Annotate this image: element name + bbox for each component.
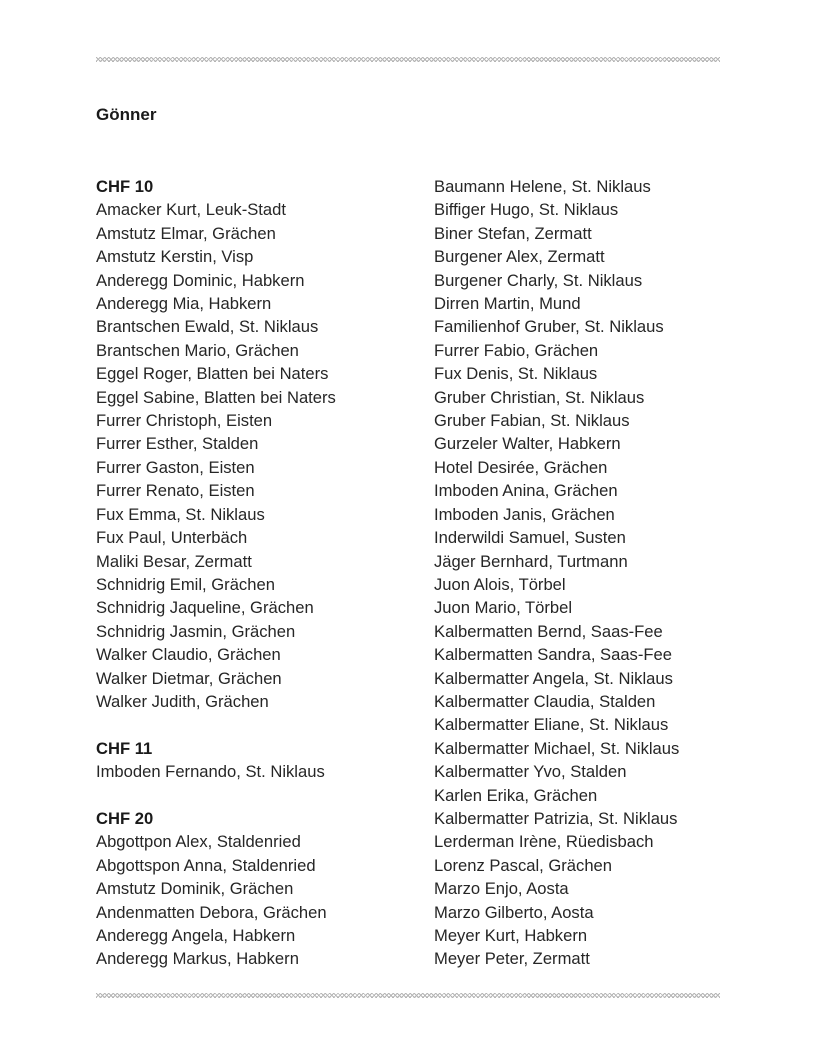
page-title: Gönner	[96, 105, 157, 124]
donor-list-chf20	[96, 830, 416, 970]
donor-entry: Andenmatten Debora, Grächen	[96, 902, 327, 922]
donor-entry: Furrer Renato, Eisten	[96, 481, 255, 501]
group-spacer	[96, 784, 416, 807]
donor-entry: Dirren Martin, Mund	[434, 294, 581, 314]
donor-entry: Imboden Fernando, St. Niklaus	[96, 762, 325, 782]
donor-entry: Lorenz Pascal, Grächen	[434, 855, 613, 875]
donor-entry: Schnidrig Jaqueline, Grächen	[96, 598, 314, 618]
right-column	[434, 175, 724, 971]
donor-entry: Fux Paul, Unterbäch	[96, 528, 248, 548]
donor-entry: Karlen Erika, Grächen	[434, 785, 598, 805]
donor-entry: Brantschen Ewald, St. Niklaus	[96, 317, 319, 337]
donor-entry: Walker Dietmar, Grächen	[96, 668, 282, 688]
donor-entry: Schnidrig Jasmin, Grächen	[96, 621, 296, 641]
donor-entry: Biner Stefan, Zermatt	[434, 223, 592, 243]
donor-entry: Abgottspon Anna, Staldenried	[96, 855, 316, 875]
donor-entry: Lerderman Irène, Rüedisbach	[434, 832, 654, 852]
donor-entry: Imboden Janis, Grächen	[434, 504, 615, 524]
donor-entry: Hotel Desirée, Grächen	[434, 457, 608, 477]
donor-entry: Juon Alois, Törbel	[434, 574, 566, 594]
donor-entry: Amstutz Dominik, Grächen	[96, 879, 294, 899]
donor-entry: Baumann Helene, St. Niklaus	[434, 177, 651, 196]
donor-list-chf20-continued	[434, 175, 724, 971]
group-heading-chf20: CHF 20	[96, 808, 154, 828]
donor-entry: Brantschen Mario, Grächen	[96, 340, 299, 360]
donor-entry: Marzo Enjo, Aosta	[434, 879, 569, 899]
donor-entry: Furrer Gaston, Eisten	[96, 457, 255, 477]
donor-entry: Burgener Charly, St. Niklaus	[434, 270, 643, 290]
donor-entry: Gurzeler Walter, Habkern	[434, 434, 621, 454]
donor-entry: Amstutz Kerstin, Visp	[96, 247, 254, 267]
donor-entry: Kalbermatten Sandra, Saas-Fee	[434, 645, 672, 665]
donor-entry: Fux Emma, St. Niklaus	[96, 504, 265, 524]
donor-entry: Kalbermatter Claudia, Stalden	[434, 691, 656, 711]
donor-entry: Anderegg Markus, Habkern	[96, 949, 299, 969]
donor-entry: Walker Claudio, Grächen	[96, 645, 281, 665]
donor-entry: Anderegg Dominic, Habkern	[96, 270, 305, 290]
donor-entry: Kalbermatter Eliane, St. Niklaus	[434, 715, 669, 735]
group-spacer	[96, 713, 416, 736]
donor-entry: Kalbermatten Bernd, Saas-Fee	[434, 621, 663, 641]
donor-entry: Maliki Besar, Zermatt	[96, 551, 252, 571]
donor-entry: Kalbermatter Patrizia, St. Niklaus	[434, 808, 678, 828]
donor-entry: Furrer Fabio, Grächen	[434, 340, 599, 360]
donor-entry: Imboden Anina, Grächen	[434, 481, 618, 501]
donor-entry: Kalbermatter Yvo, Stalden	[434, 762, 627, 782]
donor-entry: Marzo Gilberto, Aosta	[434, 902, 594, 922]
donor-entry: Burgener Alex, Zermatt	[434, 247, 605, 267]
donor-entry: Eggel Sabine, Blatten bei Naters	[96, 387, 336, 407]
donor-entry: Meyer Kurt, Habkern	[434, 926, 588, 945]
donor-entry: Gruber Fabian, St. Niklaus	[434, 411, 630, 431]
donor-entry: Jäger Bernhard, Turtmann	[434, 551, 628, 571]
group-heading-chf10: CHF 10	[96, 177, 154, 196]
donor-entry: Gruber Christian, St. Niklaus	[434, 387, 645, 407]
donor-entry: Schnidrig Emil, Grächen	[96, 574, 275, 594]
donor-list-chf11	[96, 760, 416, 783]
donor-entry: Familienhof Gruber, St. Niklaus	[434, 317, 664, 337]
top-decorative-rule	[96, 57, 720, 62]
donor-entry: Inderwildi Samuel, Susten	[434, 528, 626, 548]
donor-entry: Biffiger Hugo, St. Niklaus	[434, 200, 619, 220]
donor-entry: Amacker Kurt, Leuk-Stadt	[96, 200, 286, 220]
donor-entry: Kalbermatter Angela, St. Niklaus	[434, 668, 673, 688]
donor-entry: Meyer Peter, Zermatt	[434, 949, 590, 969]
donor-entry: Fux Denis, St. Niklaus	[434, 364, 598, 384]
donor-entry: Amstutz Elmar, Grächen	[96, 223, 276, 243]
donor-entry: Juon Mario, Törbel	[434, 598, 573, 618]
donor-entry: Anderegg Mia, Habkern	[96, 294, 272, 314]
donor-entry: Abgottpon Alex, Staldenried	[96, 832, 301, 852]
group-heading-chf11: CHF 11	[96, 738, 153, 758]
donor-entry: Eggel Roger, Blatten bei Naters	[96, 364, 329, 384]
donor-entry: Anderegg Angela, Habkern	[96, 925, 296, 945]
donor-entry: Walker Judith, Grächen	[96, 691, 269, 711]
donor-entry: Kalbermatter Michael, St. Niklaus	[434, 738, 680, 758]
left-column	[96, 175, 416, 971]
donor-list-chf10	[96, 198, 416, 713]
donor-entry: Furrer Christoph, Eisten	[96, 411, 273, 431]
donor-entry: Furrer Esther, Stalden	[96, 434, 259, 454]
bottom-decorative-rule	[96, 993, 720, 998]
